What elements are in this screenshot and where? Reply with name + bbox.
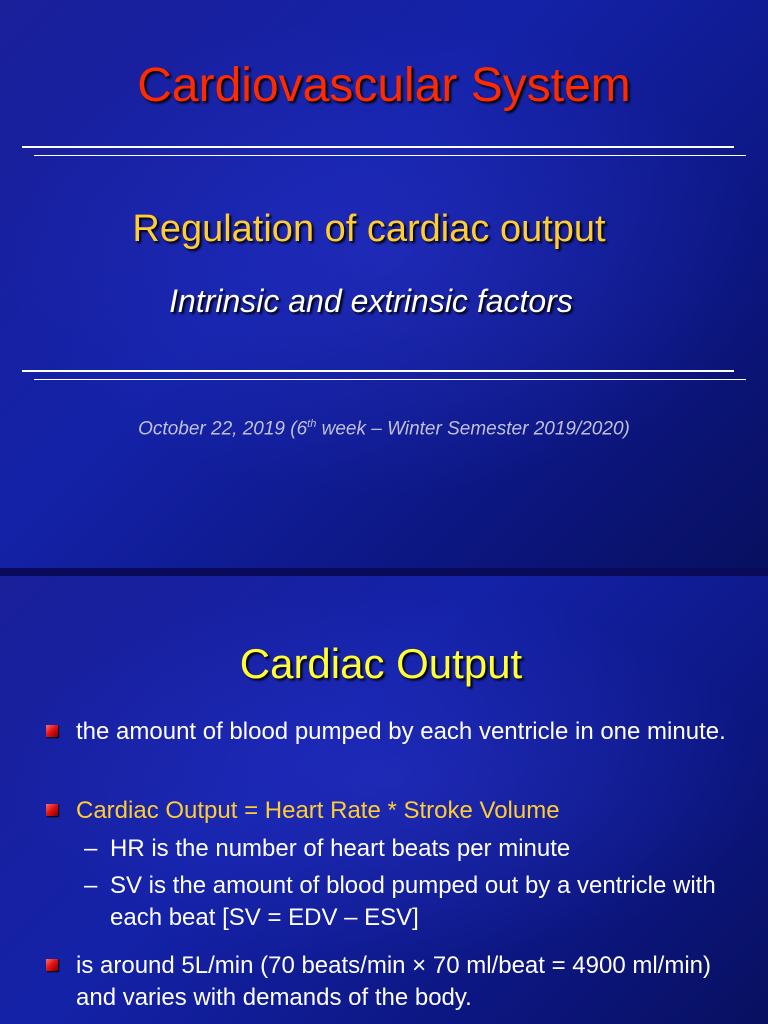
date-prefix: October 22, 2019 (6 <box>138 418 308 440</box>
bullet-text: is around 5L/min (70 beats/min × 70 ml/beat = 4900 ml/min) and varies with demands of the body. <box>76 952 711 1011</box>
dash-marker: – <box>84 835 98 862</box>
slide-subtitle: Regulation of cardiac output <box>132 208 606 250</box>
square-bullet-icon <box>46 804 58 816</box>
slide-italic-subtitle: Intrinsic and extrinsic factors <box>169 283 573 319</box>
dash-marker: – <box>84 872 98 899</box>
lecture-date <box>0 418 768 440</box>
list-item <box>76 795 726 827</box>
divider-line-top-2 <box>34 155 746 156</box>
list-item <box>76 716 726 748</box>
divider-line-top-1 <box>22 146 734 148</box>
bullet-text: Cardiac Output = Heart Rate * Stroke Volume <box>76 797 560 824</box>
slide-gap <box>0 568 768 576</box>
date-suffix: week – Winter Semester 2019/2020) <box>316 418 630 440</box>
sub-bullet-text: HR is the number of heart beats per minute <box>110 835 571 862</box>
sub-list-item <box>84 870 730 934</box>
slide-title: Cardiovascular System <box>137 59 631 112</box>
divider-line-bottom-1 <box>22 370 734 372</box>
date-ordinal: th <box>307 418 317 430</box>
sub-bullet-text: SV is the amount of blood pumped out by a ventricle with each beat [SV = EDV – ESV] <box>110 872 716 931</box>
divider-line-bottom-2 <box>34 379 746 380</box>
sub-list-item <box>84 833 730 865</box>
bullet-text: the amount of blood pumped by each ventricle in one minute. <box>76 718 726 745</box>
square-bullet-icon <box>46 959 58 971</box>
content-slide <box>0 576 768 1024</box>
slide-title: Cardiac Output <box>239 640 523 687</box>
list-item <box>76 950 726 1014</box>
square-bullet-icon <box>46 725 58 737</box>
